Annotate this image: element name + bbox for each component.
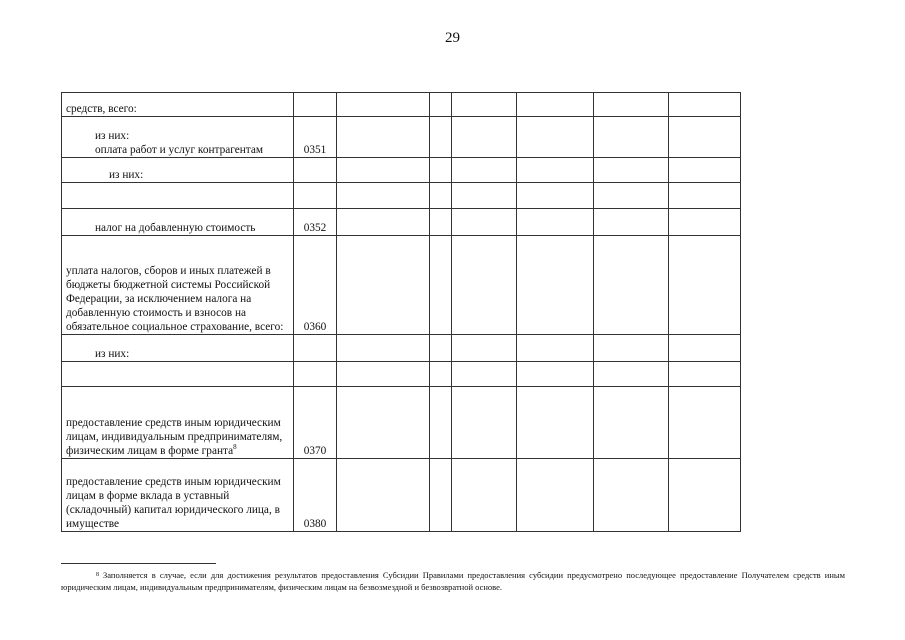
value-cell: [337, 183, 430, 209]
value-cell: [594, 335, 669, 362]
table-row: [62, 335, 741, 362]
footnote-ref: 8: [233, 443, 237, 452]
value-cell: [669, 93, 741, 117]
value-cell: [430, 387, 452, 459]
value-cell: [452, 459, 517, 532]
value-cell: [594, 459, 669, 532]
table-row: [62, 117, 741, 158]
row-code: 0351: [294, 117, 337, 158]
table-row: [62, 362, 741, 387]
value-cell: [337, 335, 430, 362]
value-cell: [669, 158, 741, 183]
value-cell: [669, 387, 741, 459]
row-code: [294, 335, 337, 362]
row-label: [62, 209, 294, 236]
value-cell: [517, 117, 594, 158]
row-code: [294, 93, 337, 117]
value-cell: [337, 93, 430, 117]
footnote-separator: [61, 563, 216, 564]
row-label-text: уплата налогов, сборов и иных платежей в бюджеты бюджетной системы Российской Федерации, за исключением налога на добавленную стоимость и взносов на обязательное социальное страхование, всего:: [66, 265, 284, 333]
value-cell: [452, 335, 517, 362]
value-cell: [517, 387, 594, 459]
table-row: [62, 158, 741, 183]
table-row: [62, 236, 741, 335]
value-cell: [452, 209, 517, 236]
value-cell: [669, 362, 741, 387]
value-cell: [337, 387, 430, 459]
table-row: [62, 183, 741, 209]
table-body: [62, 93, 741, 532]
row-label: [62, 93, 294, 117]
row-label: [62, 459, 294, 532]
value-cell: [337, 236, 430, 335]
value-cell: [430, 209, 452, 236]
value-cell: [517, 158, 594, 183]
value-cell: [669, 209, 741, 236]
value-cell: [594, 387, 669, 459]
row-code: [294, 158, 337, 183]
row-label-text: предоставление средств иным юридическим лицам, индивидуальным предпринимателям, физическим лицам в форме гранта$^8$: [66, 417, 283, 457]
value-cell: [430, 459, 452, 532]
footnote-mark: 8: [96, 572, 99, 578]
value-cell: [517, 362, 594, 387]
value-cell: [337, 209, 430, 236]
value-cell: [669, 183, 741, 209]
row-label: [62, 158, 294, 183]
row-label: [62, 387, 294, 459]
value-cell: [517, 335, 594, 362]
value-cell: [452, 362, 517, 387]
table-row: [62, 459, 741, 532]
row-label-text: из них:: [95, 348, 130, 360]
row-label: [62, 236, 294, 335]
value-cell: [594, 362, 669, 387]
value-cell: [452, 183, 517, 209]
row-label-text: оплата работ и услуг контрагентам: [95, 144, 264, 156]
value-cell: [517, 93, 594, 117]
value-cell: [452, 387, 517, 459]
table-row: [62, 209, 741, 236]
value-cell: [669, 335, 741, 362]
value-cell: [594, 183, 669, 209]
value-cell: [594, 93, 669, 117]
value-cell: [517, 183, 594, 209]
row-label-text: предоставление средств иным юридическим лицам в форме вклада в уставный (складочный) капитал юридического лица, в имуществе: [66, 476, 281, 530]
row-label: [62, 117, 294, 158]
row-label-text: из них:: [109, 169, 144, 181]
value-cell: [517, 459, 594, 532]
value-cell: [669, 117, 741, 158]
value-cell: [594, 209, 669, 236]
row-label: [62, 362, 294, 387]
table-row: [62, 93, 741, 117]
table-row: [62, 387, 741, 459]
row-label-text: из них:: [95, 130, 130, 142]
value-cell: [430, 158, 452, 183]
value-cell: [337, 117, 430, 158]
value-cell: [452, 117, 517, 158]
value-cell: [430, 117, 452, 158]
footnote-text: Заполняется в случае, если для достижения результатов предоставления Субсидии Правилами предоставления субсидии предусмотрено последующее предоставление Получателем средств иным юридическим лицам, индивидуальным предпринимателям, физическим лицам на безвозмездной и безвозвратной основе.: [61, 570, 845, 592]
value-cell: [594, 117, 669, 158]
value-cell: [430, 183, 452, 209]
row-label: [62, 335, 294, 362]
value-cell: [337, 459, 430, 532]
value-cell: [452, 158, 517, 183]
row-code: [294, 183, 337, 209]
row-label-text: средств, всего:: [66, 103, 137, 115]
row-label: [62, 183, 294, 209]
value-cell: [430, 335, 452, 362]
value-cell: [594, 236, 669, 335]
report-table: [61, 92, 741, 532]
row-code: 0360: [294, 236, 337, 335]
row-code: 0352: [294, 209, 337, 236]
row-code: [294, 362, 337, 387]
value-cell: [337, 158, 430, 183]
value-cell: [452, 236, 517, 335]
value-cell: [594, 158, 669, 183]
row-code: 0380: [294, 459, 337, 532]
row-code: 0370: [294, 387, 337, 459]
value-cell: [430, 362, 452, 387]
value-cell: [430, 93, 452, 117]
footnote: [61, 569, 845, 593]
value-cell: [337, 362, 430, 387]
value-cell: [517, 236, 594, 335]
page-number: 29: [445, 30, 460, 46]
row-label-text: налог на добавленную стоимость: [95, 222, 256, 234]
value-cell: [452, 93, 517, 117]
value-cell: [669, 236, 741, 335]
value-cell: [430, 236, 452, 335]
value-cell: [669, 459, 741, 532]
value-cell: [517, 209, 594, 236]
